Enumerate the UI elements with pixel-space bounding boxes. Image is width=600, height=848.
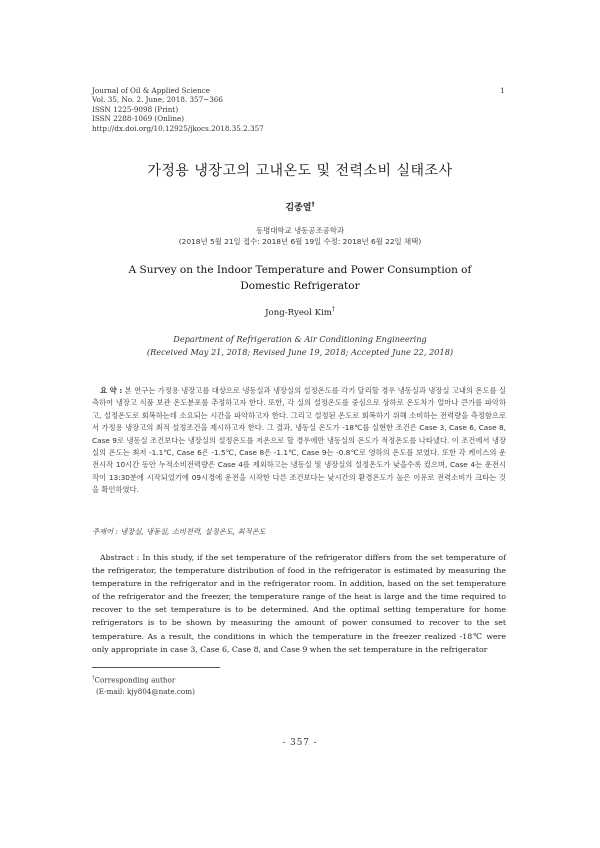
journal-line: Vol. 35, No. 2. June, 2018. 357~366 <box>92 95 223 105</box>
journal-line: ISSN 1225-9098 (Print) <box>92 104 179 114</box>
keywords-korean: 주제어 : 냉장실, 냉동실, 소비전력, 설정온도, 최적온도 <box>92 527 266 536</box>
dates-korean: (2018년 5월 21일 접수: 2018년 6월 19일 수정: 2018년 6월 22일 채택) <box>178 237 422 246</box>
title-english <box>0 262 600 294</box>
affiliation-english-block <box>0 333 600 359</box>
footnote <box>92 673 195 697</box>
journal-line: ISSN 2288-1069 (Online) <box>92 114 185 124</box>
title-english-line: Domestic Refrigerator <box>240 280 360 292</box>
page-number-bottom: - 357 - <box>282 738 318 748</box>
footnote-mark: † <box>92 675 95 681</box>
affiliation-korean-block <box>0 225 600 247</box>
footnote-email: (E-mail: kjy804@nate.com) <box>96 686 195 696</box>
journal-line: Journal of Oil & Applied Science <box>92 86 211 95</box>
journal-doi-link[interactable]: http://dx.doi.org/10.12925/jkocs.2018.35.2.357 <box>92 123 264 133</box>
author-korean <box>0 200 600 213</box>
author-korean-name: 김종열 <box>285 203 312 213</box>
page-number-top: 1 <box>500 86 505 95</box>
abstract-english-text: In this study, if the set temperature of the refrigerator differs from the set temperature of the refrigerator, the temperature distribution of food in the refrigerator is estimated by measuring the temperature in the refrigerator and in the refrigerator room. In addition, based on the set temperature of the refrigerator and the freezer, the temperature range of the heat is large and the time required to recover to the set temperature is to be determined. And the optimal setting temperature for home refrigerators is to be shown by measuring the amount of power consumed to recover to the set temperature. As a result, the conditions in which the temperature in the freezer realized -18℃ were only appropriate in case 3, Case 6, Case 8, and Case 9 when the set temperature in the refrigerator <box>92 553 506 654</box>
abstract-korean-label: 요 약 : <box>100 386 123 395</box>
title-english-line: A Survey on the Indoor Temperature and Power Consumption of <box>128 264 472 276</box>
journal-header <box>92 86 264 133</box>
corresponding-mark: † <box>331 306 335 313</box>
author-english <box>0 306 600 318</box>
abstract-english-label: Abstract : <box>100 553 140 562</box>
abstract-korean-text: 본 연구는 가정용 냉장고를 대상으로 냉동실과 냉장실의 설정온도를 각기 달리할 경우 냉동실과 냉장실 고내의 온도를 실측하여 냉장고 식품 보관 온도분포를 추정하고자 한다. 또한, 각 실의 설정온도를 중심으로 상하로 온도차가 얼마나 큰가를 파악하고, 설정온도로 회복하는데 소요되는 시간을 파악하고자 한다. 그리고 설정된 온도로 회복하기 위해 소비하는 전력량을 측정함으로서 가정용 냉장고의 최적 설정조건을 제시하고자 한다. 그 결과, 냉동실 온도가 -18℃를 실현한 조건은 Case 3, Case 6, Case 8, Case 9로 냉동실 조건보다는 냉장실의 설정온도를 저온으로 할 경우에만 냉동실의 온도가 적정온도를 나타냈다. 이 조건에서 냉장실의 온도는 최저 -1.1℃, Case 6은 -1.5℃, Case 8은 -1.1℃, Case 9는 -0.8℃로 영하의 온도를 보였다. 또한 각 케이스의 운전시작 10시간 동안 누적소비전력량은 Case 4를 제외하고는 냉동실 및 냉장실의 설정온도가 낮을수록 컸으며, Case 4는 운전시작이 13:30분에 시작되었기에 09시경에 운전을 시작한 다른 조건보다는 낮시간의 환경온도가 높은 이유로 전력소비가 크타는 것을 확인하였다. <box>92 386 506 495</box>
affiliation-english: Department of Refrigeration & Air Conditioning Engineering <box>173 334 427 344</box>
abstract-korean <box>92 385 506 497</box>
dates-english: (Received May 21, 2018; Revised June 19, 2018; Accepted June 22, 2018) <box>146 347 454 357</box>
title-korean: 가정용 냉장고의 고내온도 및 전력소비 실태조사 <box>147 163 453 179</box>
author-english-name: Jong-Ryeol Kim <box>265 307 332 318</box>
footnote-divider <box>92 667 220 668</box>
footnote-line: Corresponding author <box>94 675 176 685</box>
corresponding-mark: † <box>311 201 315 208</box>
abstract-english <box>92 551 506 656</box>
affiliation-korean: 동명대학교 냉동공조공학과 <box>255 226 345 235</box>
